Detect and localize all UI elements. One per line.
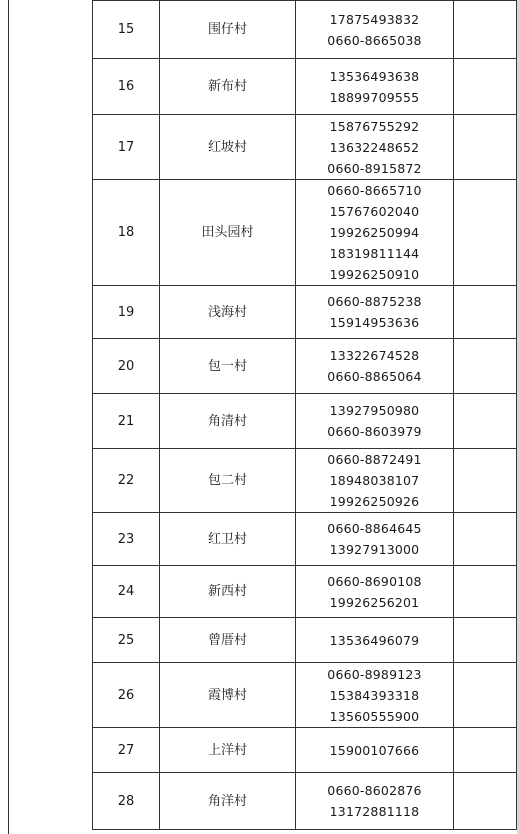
village-name: 上洋村 [160,728,296,773]
phone-numbers-cell [296,449,454,513]
empty-cell [454,1,517,59]
village-name: 曾厝村 [160,618,296,663]
phone-numbers-cell [296,773,454,830]
phone-numbers-cell [296,115,454,180]
empty-cell [454,339,517,394]
phone-number: 13172881118 [329,804,420,819]
phone-number: 0660-8665038 [327,32,422,48]
phone-number: 0660-8875238 [327,294,422,309]
village-name: 包一村 [160,339,296,394]
row-number: 20 [93,339,160,394]
phone-numbers-cell [296,566,454,618]
phone-number: 0660-8872491 [327,452,422,467]
phone-number: 15767602040 [329,204,420,219]
empty-cell [454,394,517,449]
phone-number: 13560555900 [329,708,420,724]
village-name: 新西村 [160,566,296,618]
phone-number: 0660-8865064 [327,369,422,384]
village-name: 田头园村 [160,180,296,286]
phone-number: 15900107666 [329,742,420,758]
village-contact-table [92,0,517,830]
empty-cell [454,449,517,513]
phone-number: 13536496079 [329,632,420,648]
row-number: 25 [93,618,160,663]
phone-number: 0660-8690108 [327,573,422,589]
phone-numbers-cell [296,180,454,286]
village-name: 红坡村 [160,115,296,180]
row-number: 27 [93,728,160,773]
village-name: 新布村 [160,59,296,115]
phone-numbers-cell [296,728,454,773]
phone-number: 0660-8603979 [327,424,422,439]
row-number: 15 [93,1,160,59]
phone-number: 18899709555 [329,89,420,105]
empty-cell [454,59,517,115]
phone-number: 0660-8915872 [327,160,422,176]
table-row [93,339,517,394]
empty-cell [454,773,517,830]
table-row [93,566,517,618]
phone-number: 13536493638 [329,68,420,84]
phone-number: 15876755292 [329,118,420,134]
phone-numbers-cell [296,663,454,728]
table-row [93,180,517,286]
phone-number: 13322674528 [329,348,420,363]
phone-numbers-cell [296,59,454,115]
row-number: 28 [93,773,160,830]
village-name: 角洋村 [160,773,296,830]
phone-number: 13927913000 [329,542,420,557]
phone-number: 0660-8602876 [327,783,422,798]
empty-cell [454,286,517,339]
phone-numbers-cell [296,286,454,339]
phone-numbers-cell [296,339,454,394]
phone-number: 0660-8989123 [327,666,422,682]
phone-number: 19926256201 [329,594,420,610]
table-row [93,663,517,728]
village-name: 包二村 [160,449,296,513]
phone-number: 19926250994 [329,225,420,240]
row-number: 21 [93,394,160,449]
phone-number: 19926250910 [329,267,420,282]
table-body [93,1,517,830]
row-number: 17 [93,115,160,180]
phone-number: 15914953636 [329,315,420,330]
empty-cell [454,728,517,773]
phone-number: 18948038107 [329,473,420,488]
phone-number: 0660-8864645 [327,521,422,536]
empty-cell [454,180,517,286]
village-name: 浅海村 [160,286,296,339]
row-number: 22 [93,449,160,513]
village-name: 霞博村 [160,663,296,728]
village-name: 红卫村 [160,513,296,566]
table-row [93,286,517,339]
table-row [93,513,517,566]
phone-numbers-cell [296,618,454,663]
phone-numbers-cell [296,513,454,566]
left-border-line [8,0,9,834]
village-name: 围仔村 [160,1,296,59]
row-number: 19 [93,286,160,339]
table-row [93,115,517,180]
empty-cell [454,566,517,618]
table-row [93,59,517,115]
table-row [93,394,517,449]
phone-numbers-cell [296,394,454,449]
empty-cell [454,513,517,566]
row-number: 16 [93,59,160,115]
phone-numbers-cell [296,1,454,59]
table-row [93,728,517,773]
table-row [93,1,517,59]
table-row [93,618,517,663]
phone-number: 13632248652 [329,139,420,155]
village-name: 角清村 [160,394,296,449]
phone-number: 18319811144 [329,246,420,261]
row-number: 26 [93,663,160,728]
phone-number: 0660-8665710 [327,183,422,198]
row-number: 23 [93,513,160,566]
table-row [93,773,517,830]
phone-number: 15384393318 [329,687,420,703]
table-row [93,449,517,513]
phone-number: 13927950980 [329,403,420,418]
row-number: 24 [93,566,160,618]
empty-cell [454,663,517,728]
phone-number: 19926250926 [329,494,420,509]
phone-number: 17875493832 [329,11,420,27]
row-number: 18 [93,180,160,286]
empty-cell [454,115,517,180]
empty-cell [454,618,517,663]
